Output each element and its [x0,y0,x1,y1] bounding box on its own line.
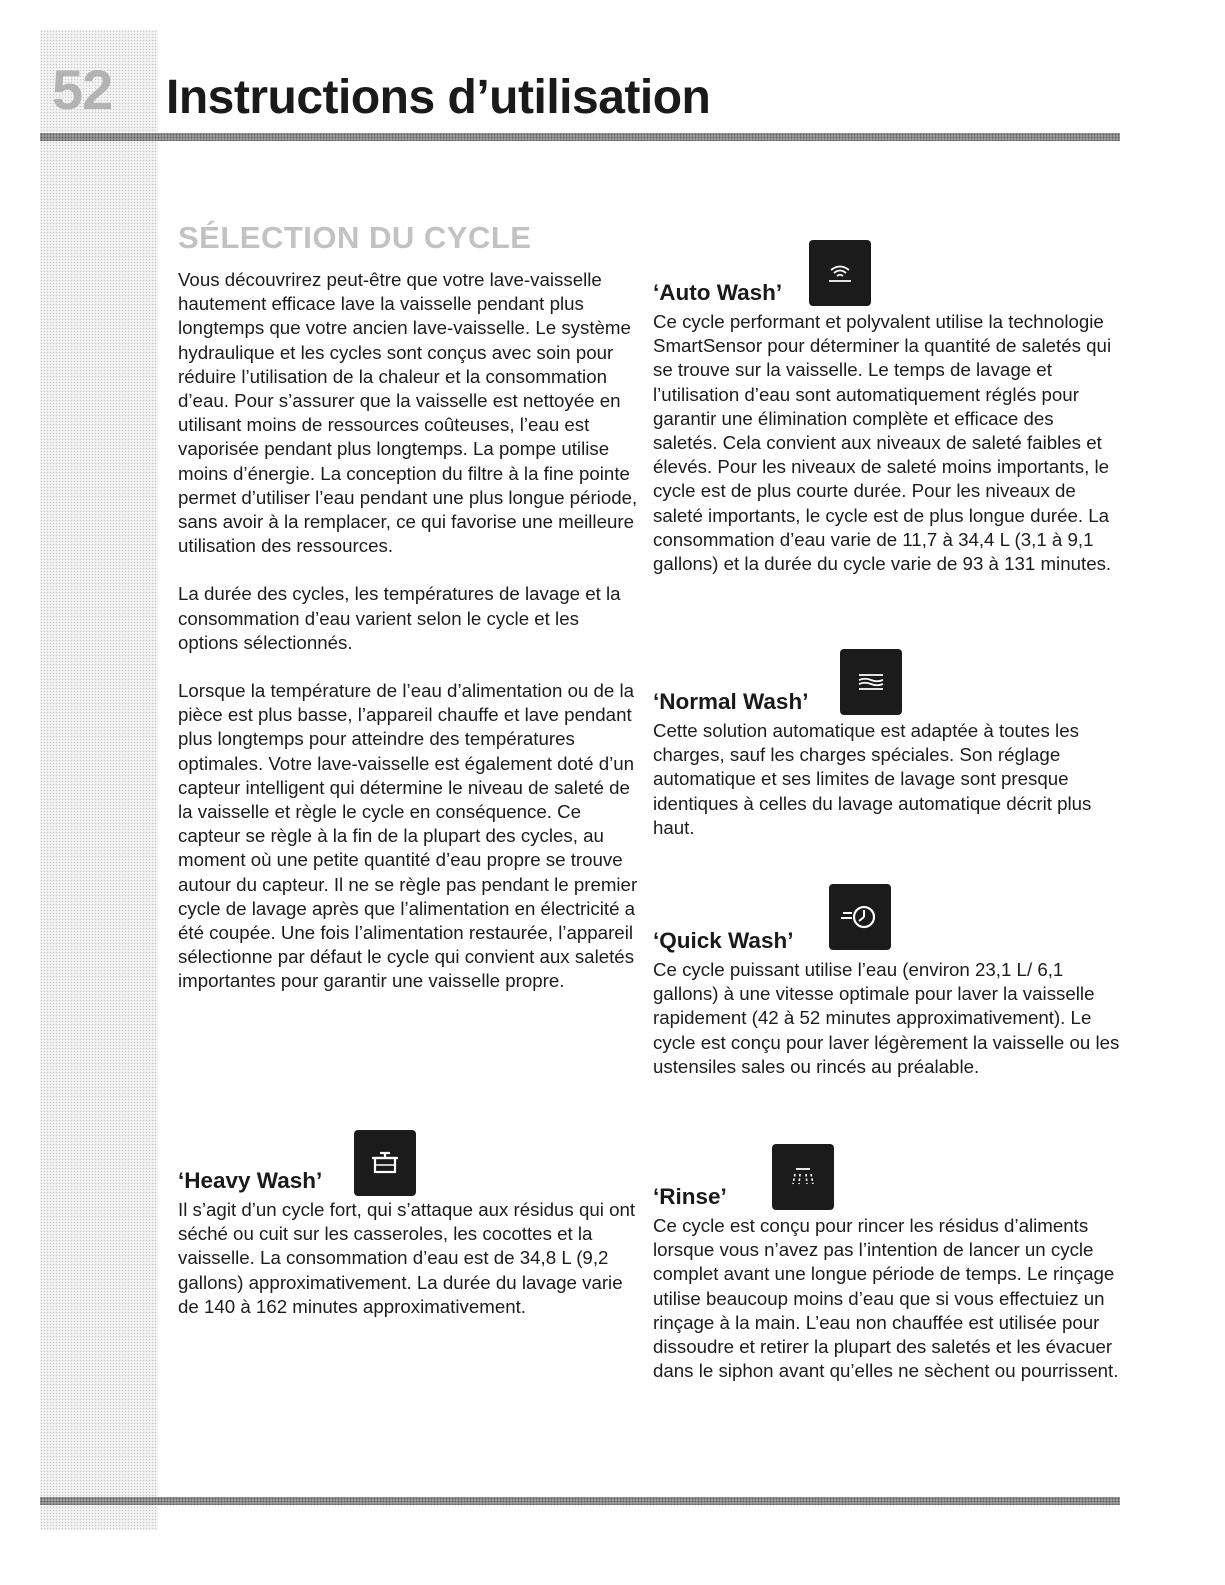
normal-wash-icon [840,649,902,715]
cycle-description: Cette solution automatique est adaptée à toutes les charges, sauf les charges spéciales. Son réglage automatique et ses limites de lavage sont presque identiques à celles du lavage automatique décrit plus haut. [653,720,1092,838]
intro-paragraph: Vous découvrirez peut-être que votre lave-vaisselle hautement efficace lave la vaisselle pendant plus longtemps que votre ancien lave-vaisselle. Le système hydraulique et les cycles sont conçus avec soin pour réduire l’utilisation de la chaleur et la consommation d’eau. Pour s’assurer que la vaisselle est nettoyée en utilisant moins de ressources coûteuses, l’eau est vaporisée pendant plus longtemps. La pompe utilise moins d’énergie. La conception du filtre à la fine pointe permet d’utiliser l’eau pendant une plus longue période, sans avoir à la remplacer, ce qui favorise une meilleure utilisation des ressources. [178,269,638,557]
cycle-title: ‘Auto Wash’ [653,279,783,305]
cycle-description: Ce cycle puissant utilise l’eau (environ 23,1 L/ 6,1 gallons) à une vitesse optimale pour laver la vaisselle rapidement (42 à 52 minutes approximativement). Le cycle est conçu pour laver légèrement la vaisselle ou les ustensiles sales ou rincés au préalable. [653,959,1120,1077]
rinse-icon [772,1144,834,1210]
cycle-description: Ce cycle performant et polyvalent utilise la technologie SmartSensor pour déterminer la quantité de saletés qui se trouve sur la vaisselle. Le temps de lavage et l’utilisation d’eau sont automatiquement réglés pour garantir une élimination complète et efficace des saletés. Cela convient aux niveaux de saleté faibles et élevés. Pour les niveaux de saleté moins importants, le cycle est de plus courte durée. Pour les niveaux de saleté importants, le cycle est de plus longue durée. La consommation d’eau varie de 11,7 à 34,4 L (3,1 à 9,1 gallons) et la durée du cycle varie de 93 à 131 minutes. [653,311,1112,575]
side-decorative-band [40,30,158,1530]
cycle-title: ‘Quick Wash’ [653,927,794,953]
intro-paragraph: La durée des cycles, les températures de lavage et la consommation d’eau varient selon le cycle et les options sélectionnés. [178,583,621,653]
cycle-normal-wash [653,683,1123,840]
heavy-wash-icon [354,1130,416,1196]
footer-divider [40,1497,1120,1505]
cycle-title: ‘Normal Wash’ [653,688,809,714]
cycle-auto-wash [653,274,1123,576]
cycle-description: Il s’agit d’un cycle fort, qui s’attaque aux résidus qui ont séché ou cuit sur les casseroles, les cocottes et la vaisselle. La consommation d’eau est de 34,8 L (9,2 gallons) approximativement. La durée du lavage varie de 140 à 162 minutes approximativement. [178,1199,636,1317]
intro-column [178,268,638,994]
cycle-rinse [653,1178,1123,1383]
quick-wash-icon [829,884,891,950]
header-divider [40,133,1120,141]
cycle-description: Ce cycle est conçu pour rincer les résidus d’aliments lorsque vous n’avez pas l’intention de lancer un cycle complet avant une longue période de temps. Le rinçage utilise beaucoup moins d’eau que si vous effectuiez un rinçage à la main. L’eau non chauffée est utilisée pour dissoudre et retirer la plupart des saletés et les évacuer dans le siphon avant qu’elles ne sèchent ou pourrissent. [653,1215,1119,1382]
auto-wash-icon [809,240,871,306]
intro-paragraph: Lorsque la température de l’eau d’alimentation ou de la pièce est plus basse, l’appareil chauffe et lave pendant plus longtemps pour atteindre des températures optimales. Votre lave-vaisselle est également doté d’un capteur intelligent qui détermine le niveau de saleté de la vaisselle et règle le cycle en conséquence. Ce capteur se règle à la fin de la plupart des cycles, au moment où une petite quantité d’eau propre se trouve autour du capteur. Il ne se règle pas pendant le premier cycle de lavage après que l’alimentation en électricité a été coupée. Une fois l’alimentation restaurée, l’appareil sélectionne par défaut le cycle qui convient aux saletés importantes pour garantir une vaisselle propre. [178,680,638,992]
section-title: SÉLECTION DU CYCLE [178,220,532,255]
page-number: 52 [52,58,113,121]
cycle-heavy-wash [178,1162,638,1319]
cycle-title: ‘Rinse’ [653,1183,727,1209]
page-title: Instructions d’utilisation [166,71,711,124]
cycle-title: ‘Heavy Wash’ [178,1167,323,1193]
cycle-quick-wash [653,922,1123,1079]
